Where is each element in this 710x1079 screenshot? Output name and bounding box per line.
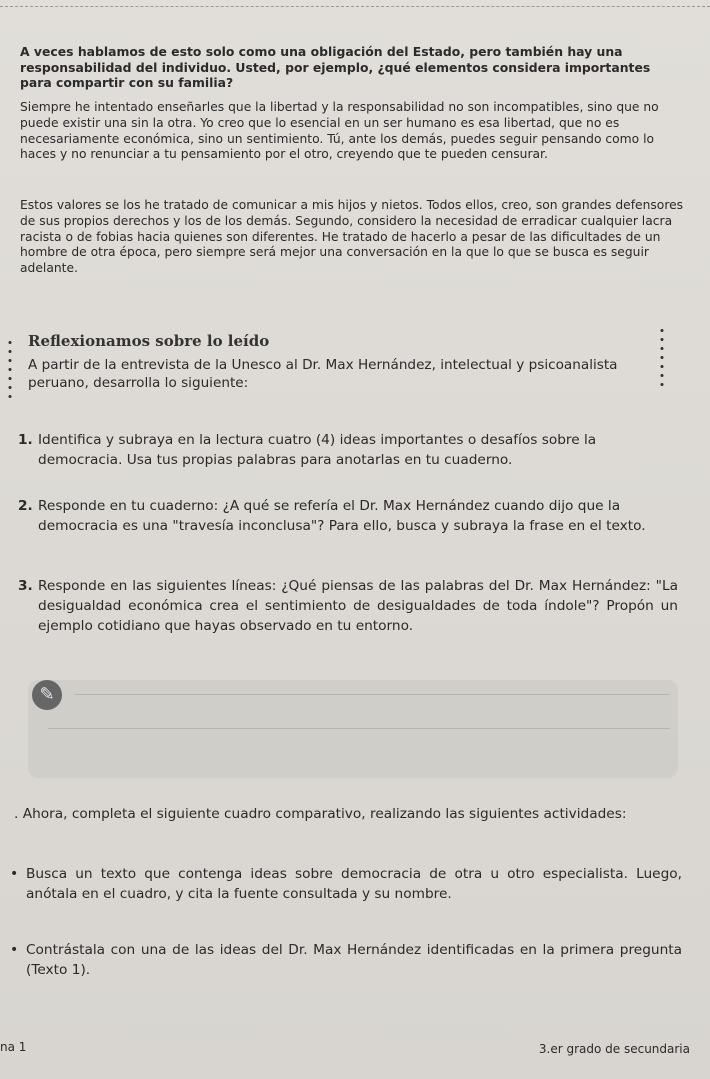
answer-writing-box[interactable]: [28, 680, 678, 778]
item-number: 3.: [18, 578, 33, 594]
answer-line-2: [48, 728, 670, 729]
interview-question: A veces hablamos de esto solo como una obligación del Estado, pero también hay una responsabilidad del individuo. Usted, por ejemplo, ¿qué elementos considera importantes para compartir con su familia?: [20, 44, 651, 91]
bullet-text: Contrástala con una de las ideas del Dr. Max Hernández identificadas en la primera pregunta (Texto 1).: [26, 942, 682, 978]
reflection-section: [8, 326, 664, 402]
question-item-1: [18, 430, 678, 470]
question-item-3: [18, 576, 678, 636]
bullet-icon: •: [10, 866, 19, 882]
activity-bullet-1: [10, 864, 682, 904]
answer-paragraph-1: Siempre he intentado enseñarles que la libertad y la responsabilidad no son incompatibles, sino que no puede existir una sin la otra. Yo creo que lo esencial en un ser humano es esa libertad, que no es necesariamente económica, sino un sentimiento. Tú, ante los demás, puedes seguir pensando como lo haces y no renunciar a tu pensamiento por el otro, creyendo que te pueden censurar.: [20, 100, 659, 162]
reflection-title: Reflexionamos sobre lo leído: [28, 332, 270, 350]
item-text: Responde en las siguientes líneas: ¿Qué piensas de las palabras del Dr. Max Hernández: "La desigualdad económica crea el sentimiento de desigualdades de toda índole"? Propón un ejemplo cotidiano que hayas observado en tu entorno.: [38, 578, 678, 634]
item-text: Identifica y subraya en la lectura cuatro (4) ideas importantes o desafíos sobre la democracia. Usa tus propias palabras para anotarlas en tu cuaderno.: [38, 432, 597, 468]
item-number: 2.: [18, 498, 33, 514]
footer-page-label: na 1: [0, 1040, 27, 1054]
bullet-icon: •: [10, 942, 19, 958]
pencil-icon: ✎: [32, 680, 62, 710]
reflection-intro: A partir de la entrevista de la Unesco al Dr. Max Hernández, intelectual y psicoanalista peruano, desarrolla lo siguiente:: [28, 357, 618, 391]
item-number: 1.: [18, 432, 33, 448]
question-item-2: [18, 496, 678, 536]
dotted-border-right: [660, 326, 664, 390]
activity-bullet-2: [10, 940, 682, 980]
answer-paragraph-2: Estos valores se los he tratado de comunicar a mis hijos y nietos. Todos ellos, creo, son grandes defensores de sus propios derechos y los de los demás. Segundo, considero la necesidad de erradicar cualquier lacra racista o de fobias hacia quienes son diferentes. He tratado de hacerlo a pesar de las dificultades de un hombre de otra época, pero siempre será mejor una conversación en la que lo que se busca es seguir adelante.: [20, 198, 684, 276]
dotted-border-left: [8, 338, 12, 402]
activity-intro: . Ahora, completa el siguiente cuadro comparativo, realizando las siguientes actividades:: [14, 806, 627, 822]
bullet-text: Busca un texto que contenga ideas sobre democracia de otra u otro especialista. Luego, anótala en el cuadro, y cita la fuente consultada y su nombre.: [26, 866, 682, 902]
top-dashed-divider: [0, 6, 710, 7]
item-text: Responde en tu cuaderno: ¿A qué se refería el Dr. Max Hernández cuando dijo que la democracia es una "travesía inconclusa"? Para ello, busca y subraya la frase en el texto.: [38, 498, 646, 534]
answer-line-1: [74, 694, 670, 695]
footer-grade-label: 3.er grado de secundaria: [538, 1042, 690, 1056]
